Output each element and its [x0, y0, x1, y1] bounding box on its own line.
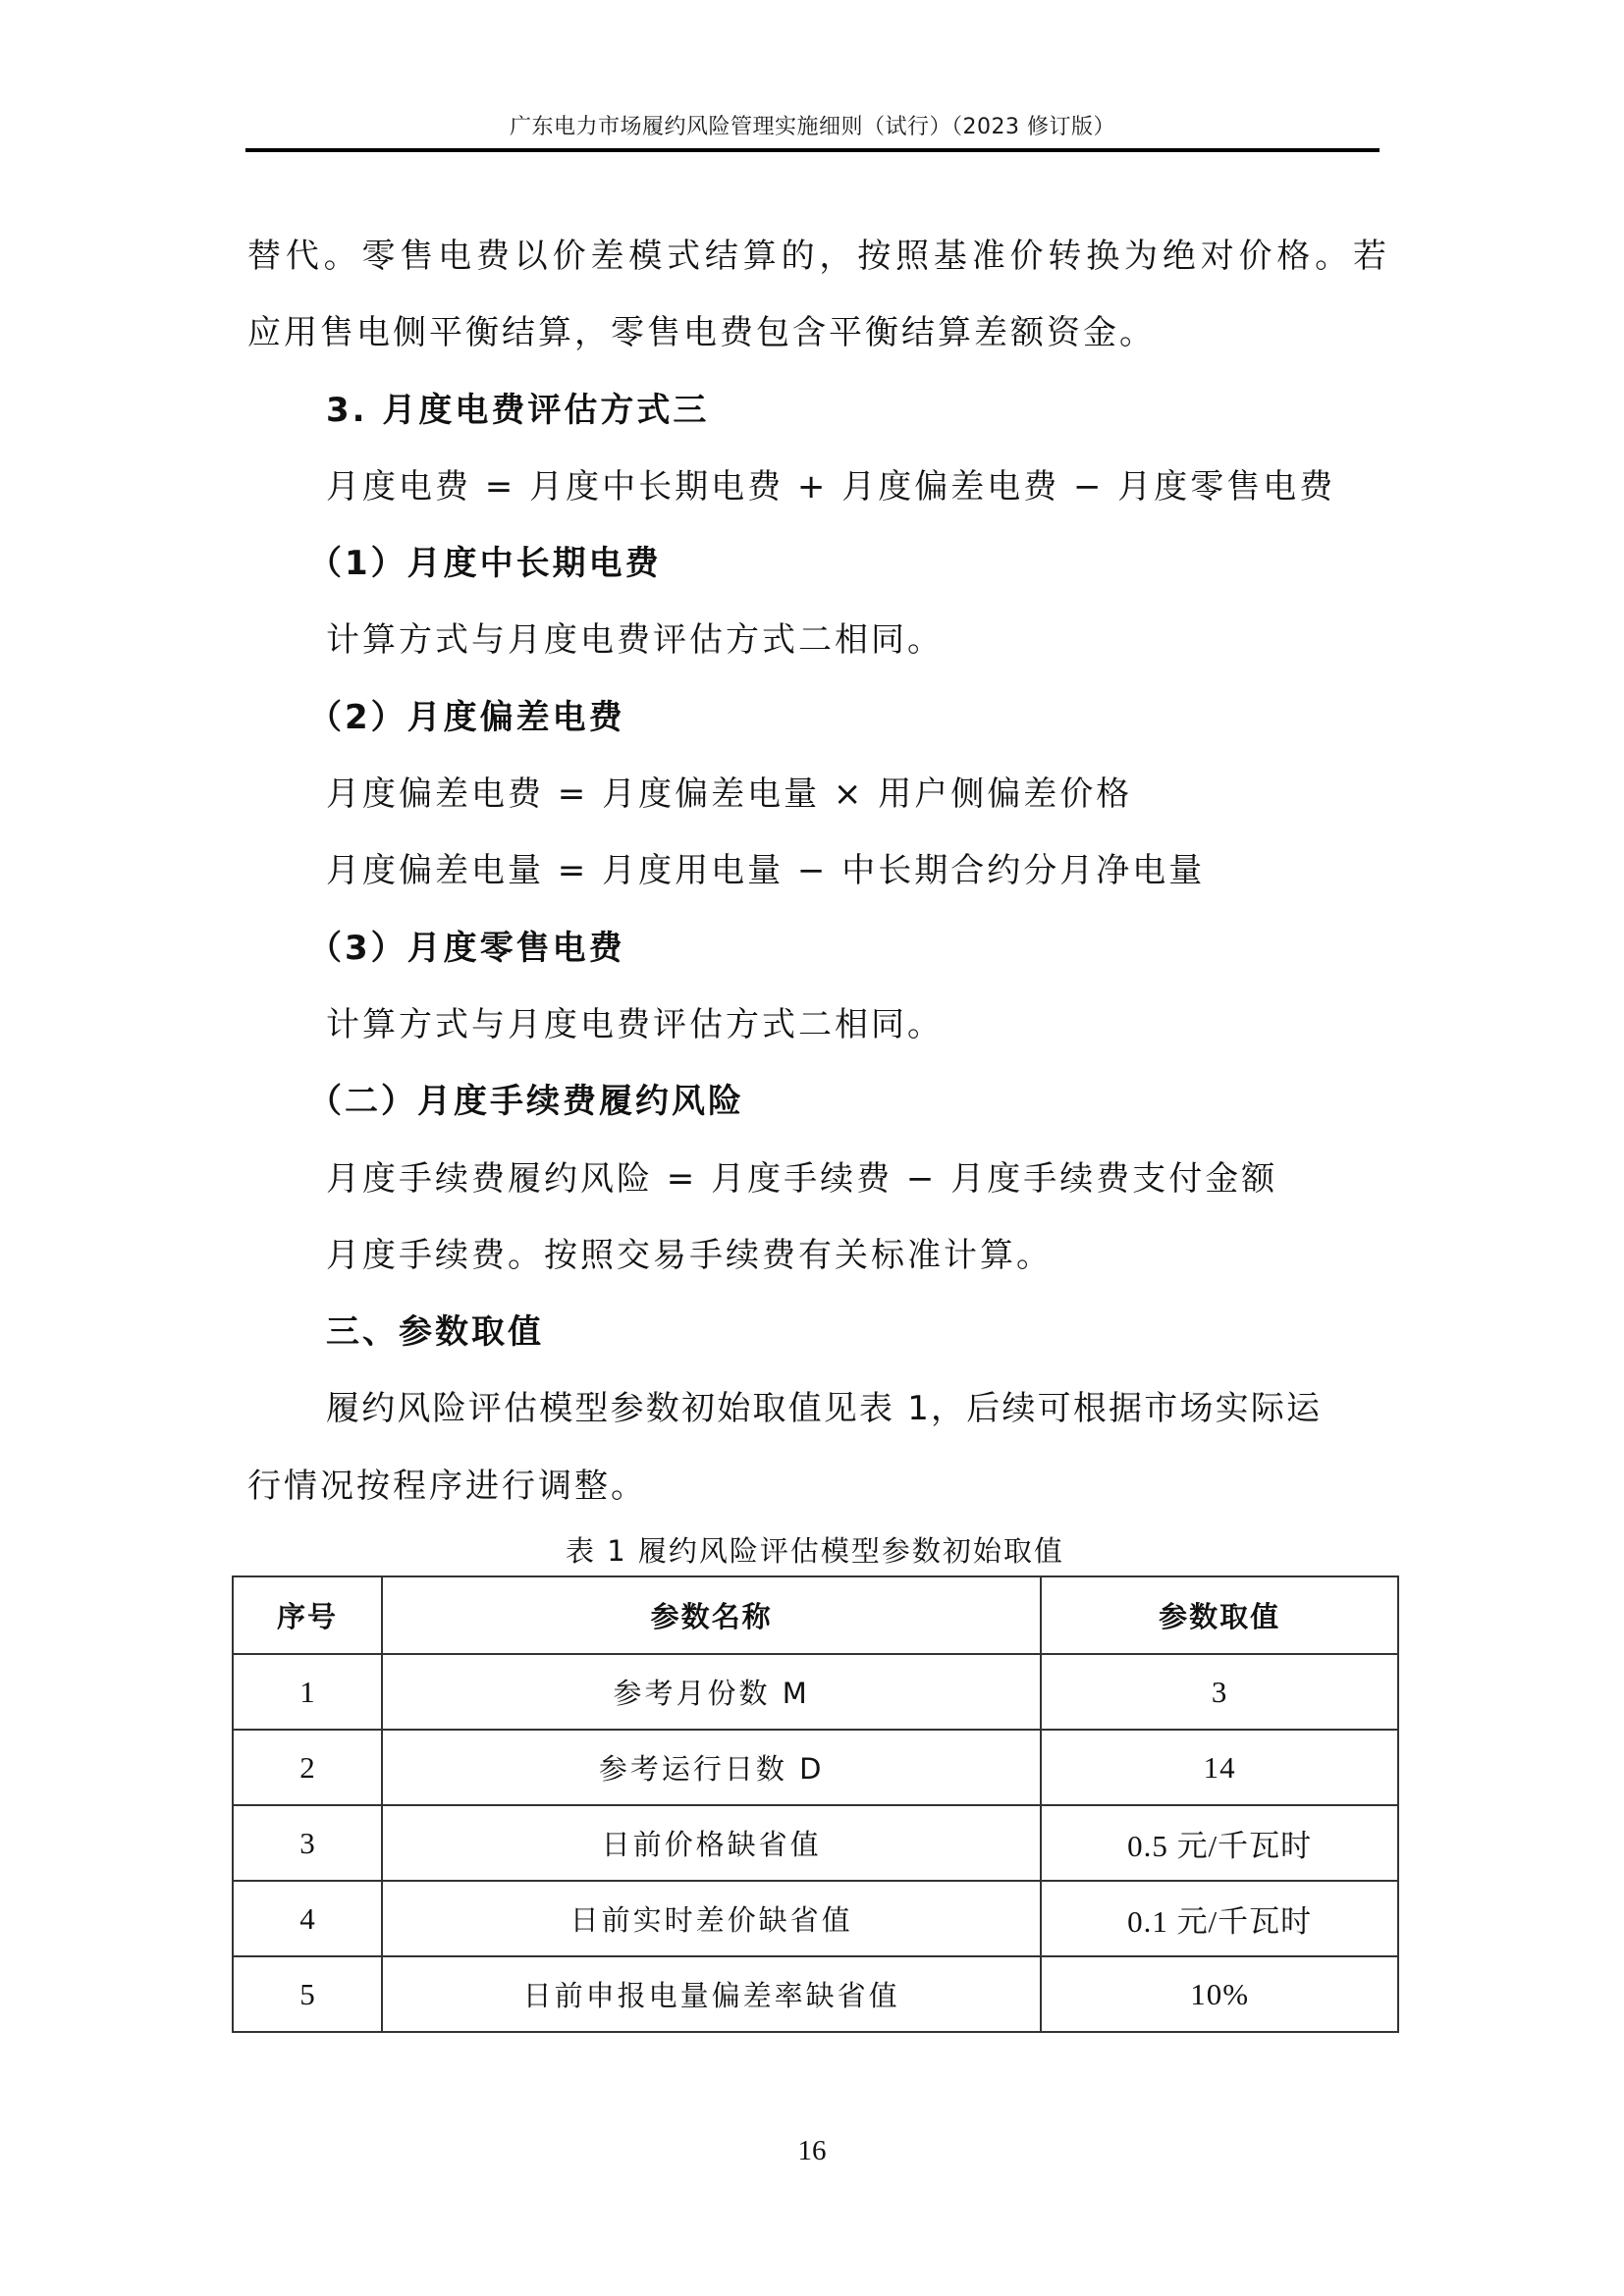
cell-value: 0.1 元/千瓦时: [1041, 1881, 1398, 1956]
section-heading: 3. 月度电费评估方式三: [326, 390, 710, 430]
formula-line: 月度手续费履约风险 = 月度手续费 − 月度手续费支付金额: [326, 1158, 1278, 1199]
formula-line: 月度偏差电费 = 月度偏差电量 × 用户侧偏差价格: [326, 774, 1133, 815]
cell-name: 日前实时差价缺省值: [382, 1881, 1041, 1956]
formula-line: 月度偏差电量 = 月度用电量 − 中长期合约分月净电量: [326, 851, 1206, 891]
document-header-title: 广东电力市场履约风险管理实施细则（试行）（2023 修订版）: [510, 115, 1115, 139]
column-header-name: 参数名称: [382, 1576, 1041, 1654]
paragraph-line: 月度手续费。按照交易手续费有关标准计算。: [326, 1235, 1053, 1275]
cell-name: 日前申报电量偏差率缺省值: [382, 1956, 1041, 2032]
paragraph-line: 计算方式与月度电费评估方式二相同。: [326, 1004, 944, 1044]
header-divider: [245, 148, 1380, 152]
parameters-table: [232, 1575, 1399, 2033]
table-row: [233, 1881, 1398, 1956]
formula-line: 月度电费 = 月度中长期电费 + 月度偏差电费 − 月度零售电费: [326, 466, 1336, 507]
subsection-heading: （3）月度零售电费: [308, 928, 625, 968]
page-number: 16: [797, 2135, 827, 2166]
document-body: [247, 218, 1386, 1524]
cell-value: 0.5 元/千瓦时: [1041, 1805, 1398, 1881]
column-header-no: 序号: [233, 1576, 382, 1654]
cell-no: 4: [233, 1881, 382, 1956]
cell-name: 日前价格缺省值: [382, 1805, 1041, 1881]
paragraph-line: 行情况按程序进行调整。: [247, 1466, 647, 1506]
subsection-heading: （2）月度偏差电费: [308, 697, 625, 737]
table-row: [233, 1730, 1398, 1805]
section-heading: （二）月度手续费履约风险: [308, 1082, 744, 1122]
cell-no: 5: [233, 1956, 382, 2032]
cell-no: 3: [233, 1805, 382, 1881]
paragraph-line: 应用售电侧平衡结算，零售电费包含平衡结算差额资金。: [247, 313, 1156, 353]
paragraph-line: 履约风险评估模型参数初始取值见表 1，后续可根据市场实际运: [326, 1389, 1323, 1429]
paragraph-line: 替代。零售电费以价差模式结算的，按照基准价转换为绝对价格。若: [247, 237, 1386, 276]
table-row: [233, 1956, 1398, 2032]
chapter-heading: 三、参数取值: [326, 1312, 544, 1353]
cell-value: 10%: [1041, 1956, 1398, 2032]
subsection-heading: （1）月度中长期电费: [308, 544, 662, 584]
table-row: [233, 1805, 1398, 1881]
column-header-value: 参数取值: [1041, 1576, 1398, 1654]
table-caption: 表 1 履约风险评估模型参数初始取值: [566, 1534, 1064, 1568]
table-row: [233, 1654, 1398, 1730]
cell-value: 14: [1041, 1730, 1398, 1805]
paragraph-line: 计算方式与月度电费评估方式二相同。: [326, 620, 944, 661]
cell-no: 2: [233, 1730, 382, 1805]
cell-name: 参考月份数 M: [382, 1654, 1041, 1730]
cell-value: 3: [1041, 1654, 1398, 1730]
table-header-row: [233, 1576, 1398, 1654]
cell-name: 参考运行日数 D: [382, 1730, 1041, 1805]
cell-no: 1: [233, 1654, 382, 1730]
